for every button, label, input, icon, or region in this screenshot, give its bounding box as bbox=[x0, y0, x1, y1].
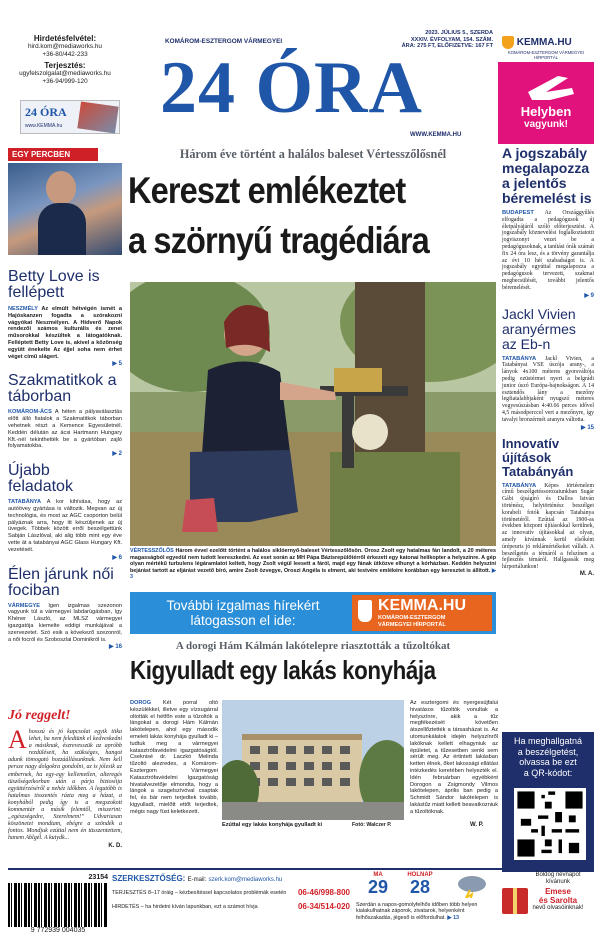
headline-line2: a szörnyű tragédiára bbox=[128, 220, 429, 261]
opinion-author: K. D. bbox=[108, 842, 122, 849]
kemma-line1: Helyben bbox=[520, 104, 572, 119]
gift-icon bbox=[502, 888, 528, 914]
thunderstorm-icon bbox=[454, 874, 490, 898]
qr-line4: a QR-kódot: bbox=[523, 767, 573, 778]
r3-text: TATABÁNYA Képes törtéenelem című beszélgetéssorozatunkban Sugár Gábi újságíró és Dallos István történész, helytörténész beszélget korabeli fotók kapcsán Tatabánya történetéről. Ezúttal az 1900-as években központ újításokkal kerülnek, az innovatív újításokkal az olyan, amely kivánnak kerül elsőként úrépeuris jó reklámértékeket vállalt. A beszélgetés a témáról a felszínen a fejlesztés témáról. Hallgassák meg hírportálunkon! bbox=[502, 482, 594, 571]
barcode-top: 23154 bbox=[88, 874, 108, 881]
main-caption: VÉRTESSZŐLŐS Három évvel ezelőtt történt a halálos siklóernyő-baleset Vértesszőlősön. Orosz Zsolt egy hatalmas fán landolt, a 20 méteres magasságból egyedül nem tudott leereszkedni. Az eset során az MH Pápa Bázisrepülőtérről érkezett egy katonai helikopter a helyszínre. A gép olyan mértékű turbulens légáramlatot keltett, hogy Zsolt végül leesett a fáról, majd egy fának ütközve elhunyt a kórházban. Keddén helyszíni bejárást tartott az eljárást vezető bíró, amire Zsolt özvegye, Oroszi Angéla is elment, aki testvére emlékére korábban egy keresztet is állított. ▶ 3 bbox=[130, 548, 497, 580]
barcode bbox=[8, 874, 108, 940]
kemma-line2: vagyunk! bbox=[524, 119, 568, 130]
nameday-l3: nevű olvasóinknak! bbox=[532, 904, 584, 911]
s3-title: Újabb feladatok bbox=[8, 462, 73, 496]
r1-title: A jogszabály megalapozza a jelentős béremelést is bbox=[502, 145, 592, 206]
r2-text: TATABÁNYA Jackl Vivien, a Tatabányai VSE úszója arany-, a lányok 4x100 méteres gyorsváltója pedig ezüstérmet nyert a belgrádi junior úszó Európa-bajnokságon. A 14 esztendős lány a mezőny legfiatalabbjaként nyugszó méteres vegyesúszásban 4:40.66 perces idővel 4,5 másodperccel vert a mezőnyre, így tavalyi bronzérmét aranyra váltotta. bbox=[502, 355, 595, 423]
qr-code[interactable] bbox=[514, 788, 586, 860]
today-temp: 29 bbox=[367, 877, 389, 897]
main-kicker: Három éve történt a halálos baleset Vértesszőlősnél bbox=[179, 147, 447, 161]
r1-pointer: ▶ 9 bbox=[584, 292, 594, 299]
issue-volume: XXXIV. ÉVFOLYAM, 154. SZÁM. bbox=[410, 36, 493, 43]
qr-line2: a beszélgetést, bbox=[517, 746, 579, 757]
right-column bbox=[502, 146, 594, 577]
r2-pointer: ▶ 15 bbox=[581, 424, 594, 431]
weather-text: Szerdán a napos-gomolyfelhős időben több helyen kialakulhatnak záporok, zivatarok, helyenként felhőszakadás, jégeső is előfordulhat. ▶ 13 bbox=[356, 902, 478, 921]
qr-line1: Ha meghallgatná bbox=[513, 736, 583, 746]
ad-email[interactable]: hird.kom@mediaworks.hu bbox=[28, 43, 102, 50]
s4-text: VÁRMEGYE Igen izgalmas szezonon vagyunk túl a vármegyei labdarúgásban, így Khéner László, az MLSZ vármegyei igazgatója kiemelte eddigi munkájával a szervezetet. Szó esik a kövekező szezonról, a női focról és Szoboszlai Dominikról is. bbox=[8, 602, 122, 643]
opinion-text: Ahosszú és jó kapcsolat egyik titka lehet, ha nem feledtünk el kedveskedni a másiknak, észrevesszük az apróbb rezdüléseit, ha szükséges, hangot adunk tömogató hozzáállásunknak. Nem kell persze nagy dolgokra gondolni, az is jólesik az embernek, ha egy-egy kellemetlen, alteregés tüszőségeikorban után a párja biztosítja együttérzéséről a nehéz időkben. A legutóbb is hatalmas tisszentés rázta meg a házat, a konyhából pedig így is a megszokott kommentár a másik felemtől, miszerint: „egészségedre, Szerelmem!” Udvariasan köszönetet mondtam, ebégre a szöndék a fontos. Mondjuk ezúttal nem én tüsszentettem, hanem Ablgél. A kutydk... bbox=[8, 725, 122, 842]
mini-logo: 24 ÓRA bbox=[25, 105, 67, 119]
editorial-label: SZERKESZTŐSÉG: bbox=[112, 874, 186, 883]
banner-text bbox=[138, 598, 348, 628]
story2-author: W. P. bbox=[470, 822, 484, 828]
nameday-l2: kívánunk bbox=[545, 879, 570, 886]
dist-email[interactable]: ugyfelszolgalat@mediaworks.hu bbox=[19, 70, 111, 78]
s3-pointer: ▶ 6 bbox=[112, 554, 122, 561]
story2-kicker: A dorogi Hám Kálmán lakótelepre riasztották a tűzoltókat bbox=[175, 640, 451, 652]
qr-code-icon bbox=[514, 788, 586, 860]
masthead-website[interactable]: WWW.KEMMA.HU bbox=[410, 132, 462, 138]
story2-photo-caption: Ezúttal egy lakás konyhája gyulladt ki bbox=[222, 822, 323, 828]
s4-title: Élen járunk női fociban bbox=[8, 565, 114, 599]
tomorrow-temp: 28 bbox=[409, 877, 431, 897]
nameday-l1: Boldog névnapot bbox=[535, 872, 581, 878]
editorial-email[interactable]: szerk.kom@mediaworks.hu bbox=[208, 877, 283, 883]
footer-phone1[interactable]: 06-46/998-800 bbox=[297, 888, 350, 897]
story2-col1: DOROG Két porral oltó készülékkel, illetve egy vízsugárral oltották el hétfőn este a tűzoltók a lángokat a dorogi Hám Kálmán lakótelepen, ahol egy második emeleti lakás konyhája gyulladt ki – tudtuk meg a vármegyei katasztrófavédelmi igazgatóságtól. Cseknisé dr. Laczkó Melinda tűzoltó alezredes, a Komárom-Esztergom Vármegyei Katasztrófavédelmi Igazgatóság hivatalvezetője elmondta, hogy a lángok a szagelszívóval csaptak fel, és bár nem terjedtek tovább, kigyulladt, mielőtt ettőt terjedtek, mégis nagy füst keletkezett. bbox=[130, 700, 218, 815]
s2-text: KOMÁROM-ÁCS A héten a pályaválasztás előtt álló fiatalok a Szakmatitkok táborban vehetnek részt a Kemence Egyesületnél. Keddén délután az ácsi Hartmann Hungary Kft.-nél tekinthették be a gyártóban zajló folyamatokba. bbox=[8, 409, 123, 450]
left-column bbox=[8, 148, 122, 650]
banner-line2: látogasson el ide: bbox=[190, 613, 296, 628]
issue-date: 2023. JÚLIUS 5., SZERDA bbox=[425, 30, 493, 36]
story2-photo bbox=[222, 700, 404, 820]
s4-pointer: ▶ 16 bbox=[109, 644, 122, 651]
ad-title: Hirdetésfelvétel: bbox=[33, 34, 97, 43]
nameday-box bbox=[500, 872, 594, 942]
hand-pointer-icon bbox=[498, 62, 594, 104]
story2-photo-credit: Fotó: Walczer P. bbox=[352, 822, 392, 828]
tomorrow-label: HOLNAP bbox=[407, 872, 433, 878]
r1-text: BUDAPEST Az Országgyűlés elfogadta a pedagógusok új életpályájáról szóló előterjesztést. A jogszabály köznevelési foglalkoztatotti jogviszonyt vezet be a pedagógusoknak, a tanítási órák számát fix 24 óra lesz, és a törvény garantálja az évi 10 hét szabadságot is. A jogszabály egyúttal megalapozza a pedagógusok tervezett, szakmai megbecsülését, további jelentős béremelését. bbox=[502, 210, 594, 291]
issue-price: ÁRA: 275 FT, ELŐFIZETVE: 167 FT bbox=[401, 43, 493, 50]
kemma-banner[interactable] bbox=[130, 592, 496, 634]
story2-headline: Kigyulladt egy lakás konyhája bbox=[130, 655, 436, 685]
weather-today bbox=[364, 872, 392, 896]
footer-line1: TERJESZTÉS 8–17 óráig – kézbesítéssel kapcsolatos problémák esetén bbox=[112, 889, 287, 896]
footer-phone2[interactable]: 06-34/514-020 bbox=[297, 902, 350, 911]
mini-web: www.KEMMA.hu bbox=[25, 123, 63, 129]
story2-col2: Az esztergomi és nyergesújfalui hivatásos tűzoltók vonultak a helyszínre, akik a tűz megfékezését követően átszellőztették a társasházat is. Az utomunkálatok idején helyszínről lakóknak kellett elhagyniuk az épületet, a tűzesetben senki sem sérült meg. Az értintett lakásban ketten élnek, őket lakossági ellátási intézkedés keretében helyezték el. Idén februárban egyébként Dorogon a Zsigmondy Vilmos lakótelepen, április ban pedig a Schmidt Sándor lakótelepen is lakástűz miatt kellett beavatkozniuk a tűzoltóknak. bbox=[410, 700, 498, 815]
kemma-logo: KEMMA.HU bbox=[516, 37, 572, 49]
today-label: MA bbox=[373, 872, 383, 878]
s2-title: Szakmatitkok a táborban bbox=[8, 372, 117, 406]
headline-line1: Kereszt emlékeztet bbox=[128, 170, 406, 211]
s2-pointer: ▶ 2 bbox=[112, 451, 122, 458]
contact-box bbox=[6, 34, 124, 85]
mini-paper-thumbnail bbox=[20, 100, 120, 134]
r2-title: Jackl Vivien aranyérmes az Eb-n bbox=[502, 305, 576, 352]
nameday-name2: és Sarolta bbox=[538, 895, 578, 905]
banner-shield-icon bbox=[358, 600, 372, 622]
apartment-scene bbox=[222, 700, 404, 820]
section-tag: EGY PERCBEN bbox=[8, 148, 98, 161]
cross-memorial-photo bbox=[130, 282, 496, 546]
s1-title: Betty Love is fellépett bbox=[8, 268, 100, 301]
barcode-bars bbox=[8, 883, 108, 927]
banner-logo-box bbox=[352, 595, 492, 631]
banner-sub1: KOMÁROM-ESZTERGOM bbox=[378, 615, 446, 621]
issue-info bbox=[395, 30, 493, 50]
county-label: KOMÁROM-ESZTERGOM VÁRMEGYEI bbox=[165, 38, 283, 45]
opinion-box bbox=[8, 708, 122, 849]
footer-line1-row bbox=[112, 888, 350, 897]
weather-box bbox=[356, 872, 496, 942]
dist-title: Terjesztés: bbox=[44, 61, 86, 71]
main-headline bbox=[128, 166, 454, 266]
qr-line3: olvassa be ezt bbox=[519, 757, 577, 767]
s1-text: NESZMÉLY Az elmúlt hétvégén ismét a Hajóskanzen fogadta a szórakozni vágyókat Neszmélyen. A Hídverő Napok rendezői számos kulturális és zenei műsorokkal készültek a látogatóknak. Felléptett Betty Love is, akivel a közönség együtt énekelte Az éjjel soha nem érhet véget című slágert. bbox=[8, 306, 122, 360]
email-label: E-mail: bbox=[187, 877, 207, 883]
s1-pointer: ▶ 5 bbox=[112, 361, 122, 368]
barcode-number: 9 772939 004035 bbox=[30, 927, 86, 934]
dist-phone: +36-94/999-120 bbox=[42, 77, 88, 85]
footer-line2-row bbox=[112, 902, 350, 911]
mini-paper-photo bbox=[77, 101, 118, 133]
masthead-logo: 24 ÓRA bbox=[160, 47, 423, 129]
kemma-sub: KOMÁROM-ESZTERGOM VÁRMEGYEI HÍRPORTÁL bbox=[507, 50, 585, 60]
weather-tomorrow bbox=[404, 872, 436, 896]
editorial-box bbox=[112, 874, 350, 911]
s3-text: TATABÁNYA A kor kihívása, hogy az autóövey gyártása is változik. Megvan az új technológia, és most az AGC csoporton belül pályáznak arra, hogy itt készüljenek az új üvegek. Többek között erről beszélgettünk Sabján Lászlóval, aki alig több mint egy éve vette át a tatabányai AGC Glass Hungary Kft. vezetését. bbox=[8, 499, 122, 553]
memorial-scene bbox=[130, 282, 496, 546]
banner-logo: KEMMA.HU bbox=[378, 597, 466, 614]
footer-line2: HIRDETÉS – ha hirdetni kíván lapunkban, ezt a számot hívja bbox=[112, 903, 258, 910]
nameday-name1: Emese bbox=[545, 886, 571, 896]
r3-pointer: M. A. bbox=[579, 570, 594, 577]
banner-line1: További izgalmas hírekért bbox=[166, 598, 320, 613]
r3-title: Innovatív újítások Tatabányán bbox=[502, 435, 574, 479]
shield-icon bbox=[502, 36, 514, 49]
ad-phone: +36-80/442-233 bbox=[42, 50, 88, 58]
banner-sub2: VÁRMEGYEI HÍRPORTÁL bbox=[378, 622, 446, 628]
opinion-label: Jó reggelt! bbox=[8, 708, 71, 723]
betty-love-photo bbox=[8, 163, 122, 255]
kemma-ad-top[interactable] bbox=[498, 34, 594, 144]
